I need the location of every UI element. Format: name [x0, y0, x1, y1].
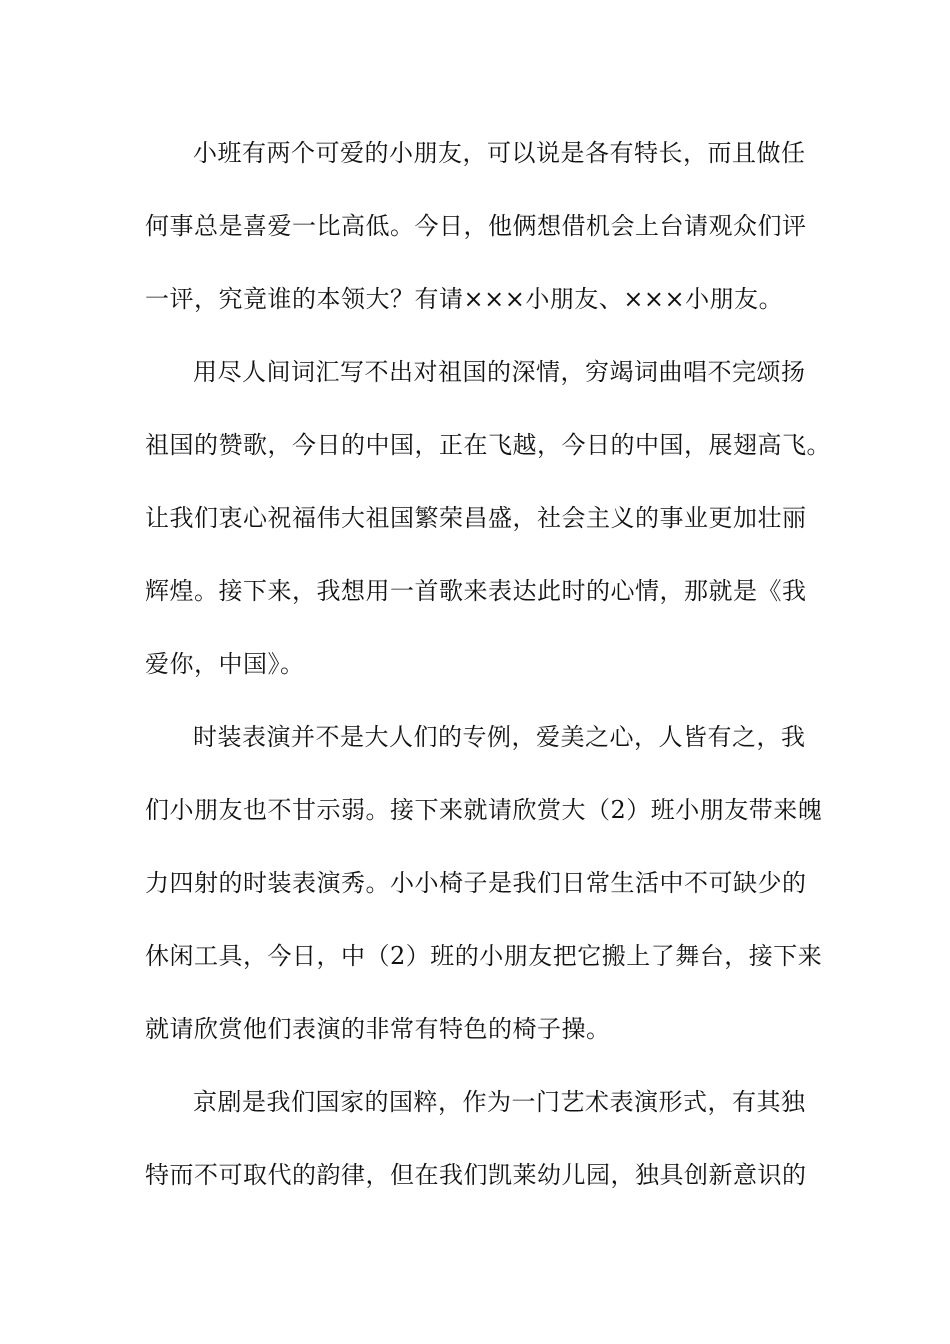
paragraph-line: 特而不可取代的韵律，但在我们凯莱幼儿园，独具创新意识的	[145, 1161, 807, 1189]
paragraph-line: 用尽人间词汇写不出对祖国的深情，穷竭词曲唱不完颂扬	[193, 358, 806, 386]
paragraph-line: 们小朋友也不甘示弱。接下来就请欣赏大（2）班小朋友带来魄	[145, 796, 823, 824]
paragraph-line: 休闲工具，今日，中（2）班的小朋友把它搬上了舞台，接下来	[145, 942, 823, 970]
paragraph-line: 力四射的时装表演秀。小小椅子是我们日常生活中不可缺少的	[145, 869, 807, 897]
paragraph-line: 让我们衷心祝福伟大祖国繁荣昌盛，社会主义的事业更加壮丽	[145, 504, 807, 532]
paragraph-line: 祖国的赞歌，今日的中国，正在飞越，今日的中国，展翅高飞。	[145, 431, 831, 459]
paragraph-line: 辉煌。接下来，我想用一首歌来表达此时的心情，那就是《我	[145, 577, 807, 605]
paragraph-2	[145, 343, 831, 708]
paragraph-line: 京剧是我们国家的国粹，作为一门艺术表演形式，有其独	[193, 1088, 806, 1116]
paragraph-4	[145, 1073, 825, 1219]
paragraph-1	[145, 124, 825, 343]
paragraph-line: 就请欣赏他们表演的非常有特色的椅子操。	[145, 1015, 611, 1043]
paragraph-3	[145, 708, 825, 1073]
paragraph-line: 小班有两个可爱的小朋友，可以说是各有特长，而且做任	[193, 139, 806, 167]
paragraph-line: 一评，究竟谁的本领大？有请×××小朋友、×××小朋友。	[145, 285, 784, 313]
document-body	[145, 124, 831, 1219]
paragraph-line: 时装表演并不是大人们的专例，爱美之心，人皆有之，我	[193, 723, 806, 751]
paragraph-line: 爱你，中国》。	[145, 650, 305, 678]
paragraph-line: 何事总是喜爱一比高低。今日，他俩想借机会上台请观众们评	[145, 212, 807, 240]
